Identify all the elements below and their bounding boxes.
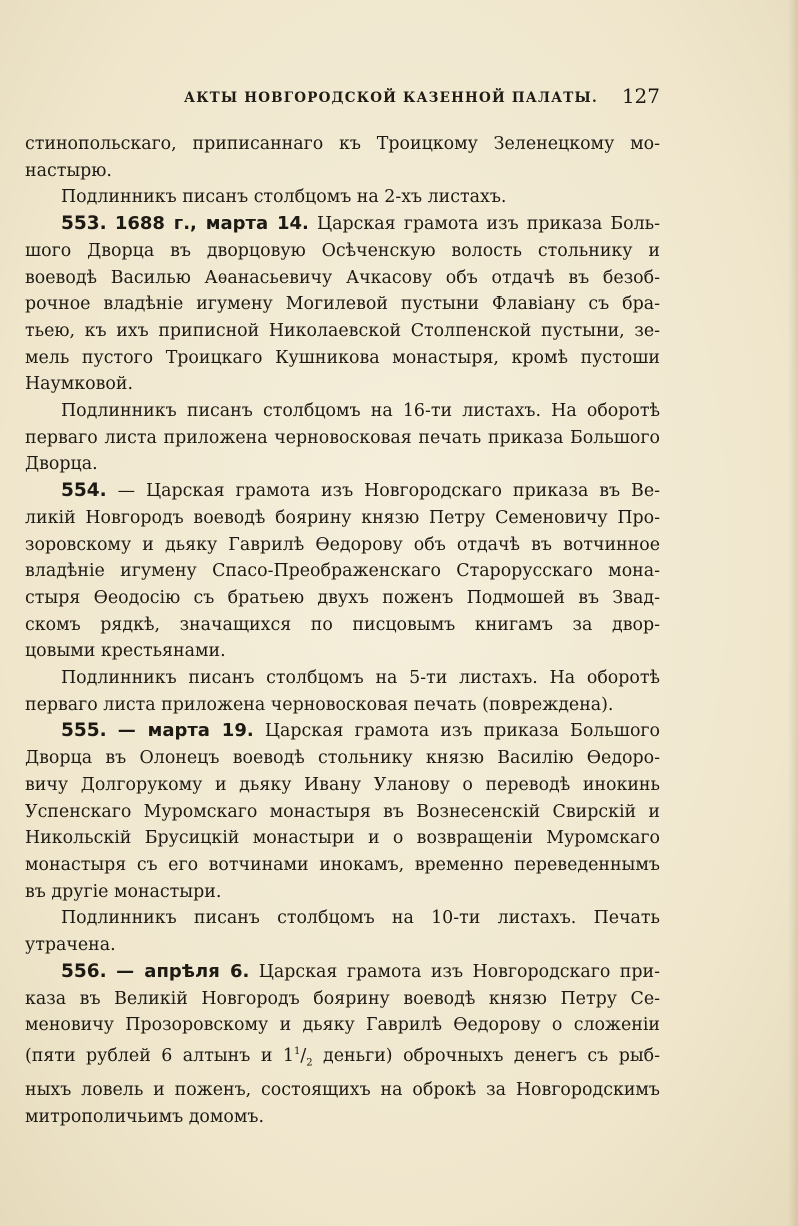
- entry-554: [25, 478, 660, 665]
- text-line: [25, 211, 660, 238]
- text-line: [25, 959, 660, 986]
- text-line: [25, 1039, 660, 1077]
- text-line: Подлинникъ писанъ столбцомъ на 16-ти листахъ. На оборотѣ: [61, 401, 660, 422]
- text-line: меновичу Прозоровскому и дьяку Гаврилѣ Ѳедорову о сложеніи: [25, 1015, 660, 1036]
- running-title: АКТЫ НОВГОРОДСКОЙ КАЗЕННОЙ ПАЛАТЫ.: [184, 90, 598, 106]
- text-line: Дворца въ Олонецъ воеводѣ стольнику князю Василію Ѳедоро-: [25, 748, 660, 769]
- note-555: [25, 905, 660, 958]
- entry-556: [25, 959, 660, 1130]
- text-line: тьею, къ ихъ приписной Николаевской Столпенской пустыни, зе-: [25, 320, 660, 341]
- text-line: стыря Ѳеодосію съ братьею двухъ поженъ Подмошей въ Звад-: [25, 587, 660, 608]
- text-line: ликій Новгородъ воеводѣ боярину князю Петру Семеновичу Про-: [25, 507, 660, 528]
- text-line: воеводѣ Василью Аѳанасьевичу Ачкасову объ отдачѣ въ безоб-: [25, 267, 660, 288]
- text-line: Подлинникъ писанъ столбцомъ на 5-ти листахъ. На оборотѣ: [61, 668, 660, 689]
- entry-number: 554.: [61, 480, 107, 502]
- fraction: $^1/_2$: [293, 1045, 313, 1069]
- text-fragment: Царская грамота изъ приказа Большого: [264, 721, 661, 742]
- entry-553: [25, 211, 660, 398]
- text-line: вичу Долгорукому и дьяку Ивану Уланову о переводѣ инокинь: [25, 774, 660, 795]
- entry-number: 553.: [61, 213, 107, 235]
- page-edge-shadow: [788, 0, 798, 1226]
- text-line: зоровскому и дьяку Гаврилѣ Ѳедорову объ отдачѣ въ вотчинное: [25, 534, 660, 555]
- note-554: [25, 665, 660, 718]
- entry-date: 1688 г., марта 14.: [114, 213, 309, 235]
- text-line: Успенскаго Муромскаго монастыря въ Вознесенскій Свирскій и: [25, 801, 660, 822]
- text-line: Подлинникъ писанъ столбцомъ на 2-хъ листахъ.: [61, 187, 507, 208]
- text-line: шого Дворца въ дворцовую Осѣченскую волость стольнику и: [25, 240, 660, 261]
- paragraph-note: [25, 184, 660, 211]
- body-text: [25, 131, 660, 1130]
- entry-555: [25, 718, 660, 905]
- text-line: [25, 478, 660, 505]
- paragraph-continuation: [25, 131, 660, 184]
- text-line: скомъ рядкѣ, значащихся по писцовымъ книгамъ за двор-: [25, 614, 660, 635]
- text-line: утрачена.: [25, 935, 116, 956]
- entry-date: — апрѣля 6.: [116, 960, 250, 982]
- text-line: Дворца.: [25, 454, 98, 475]
- entry-number: 556.: [61, 960, 107, 982]
- text-fragment: Царская грамота изъ Новгородскаго при-: [258, 961, 660, 982]
- text-fragment: Царская грамота изъ приказа Боль-: [317, 214, 661, 235]
- page-number: 127: [621, 84, 660, 108]
- text-line: настырю.: [25, 160, 112, 181]
- text-line: Никольскій Брусицкій монастыри и о возвращеніи Муромскаго: [25, 828, 660, 849]
- fraction-denominator: 2: [306, 1057, 313, 1069]
- text-line: каза въ Великій Новгородъ боярину воеводѣ князю Петру Се-: [25, 988, 660, 1009]
- text-line: владѣніе игумену Спасо-Преображенскаго Старорусскаго мона-: [25, 561, 660, 582]
- text-line: [25, 718, 660, 745]
- text-fragment: (пяти рублей 6 алтынъ и 1: [25, 1045, 294, 1066]
- text-line: мель пустого Троицкаго Кушникова монастыря, кромѣ пустоши: [25, 347, 660, 368]
- note-553: [25, 398, 660, 478]
- text-line: митрополичьимъ домомъ.: [25, 1106, 265, 1127]
- text-line: стинопольскаго, приписаннаго къ Троицкому Зеленецкому мо-: [25, 134, 660, 154]
- text-fragment: — Царская грамота изъ Новгородскаго приказа въ Ве-: [117, 481, 661, 502]
- text-line: ныхъ ловель и поженъ, состоящихъ на оброкѣ за Новгородскимъ: [25, 1079, 660, 1100]
- text-line: цовыми крестьянами.: [25, 641, 226, 662]
- text-line: перваго листа приложена черновосковая печать приказа Большого: [25, 427, 660, 448]
- entry-number: 555.: [61, 720, 107, 742]
- text-line: монастыря съ его вотчинами инокамъ, временно переведеннымъ: [25, 854, 660, 875]
- page-header: [60, 84, 660, 114]
- text-line: перваго листа приложена черновосковая печать (повреждена).: [25, 694, 614, 715]
- text-line: Подлинникъ писанъ столбцомъ на 10-ти листахъ. Печать: [61, 908, 660, 929]
- text-fragment: деньги) оброчныхъ денегъ съ рыб-: [323, 1045, 661, 1066]
- entry-date: — марта 19.: [117, 720, 254, 742]
- text-line: въ другіе монастыри.: [25, 881, 222, 902]
- fraction-numerator: 1: [293, 1045, 301, 1057]
- text-line: Наумковой.: [25, 374, 134, 395]
- text-line: рочное владѣніе игумену Могилевой пустыни Флавіану съ бра-: [25, 294, 660, 315]
